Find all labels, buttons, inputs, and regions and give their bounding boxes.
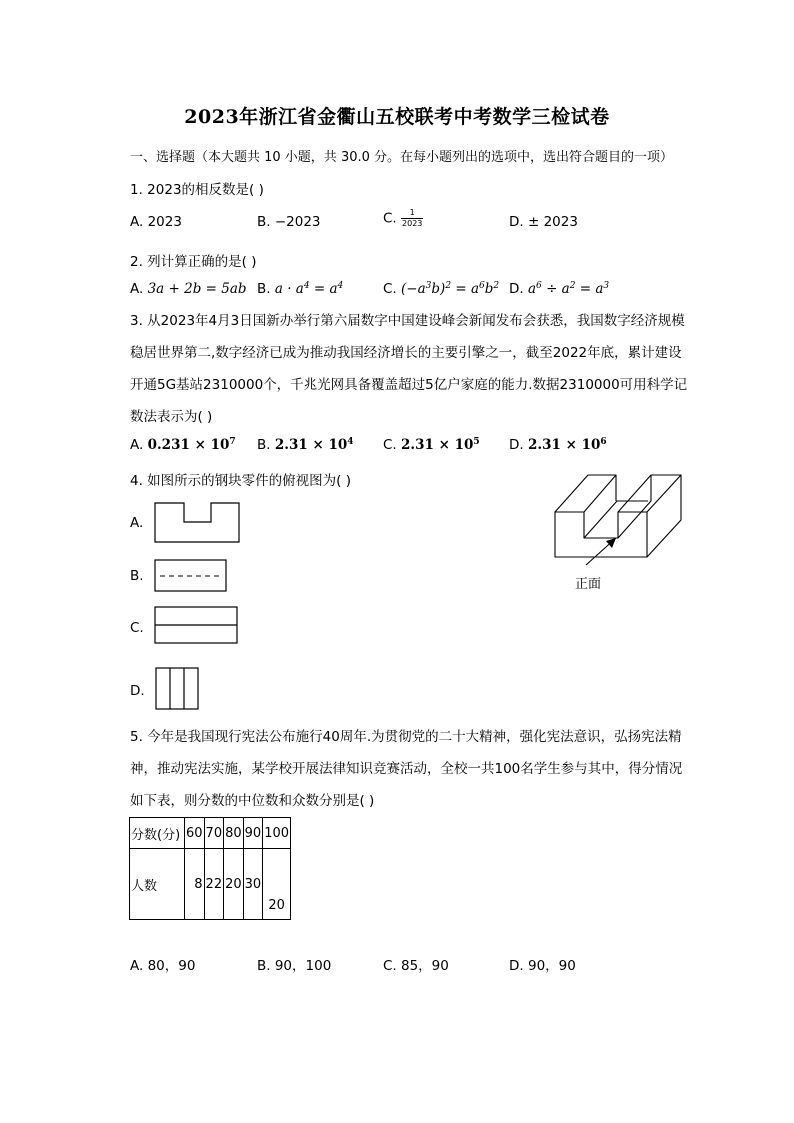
q5-option-a[interactable]: A. 80，90 — [130, 958, 196, 974]
score-table-header-row — [130, 818, 291, 849]
q2-option-d[interactable] — [509, 281, 609, 297]
q2-option-b-label: B. — [257, 281, 271, 297]
data-cell: 30 — [243, 849, 263, 920]
q5-option-b[interactable]: B. 90，100 — [257, 958, 332, 974]
front-label: 正面 — [575, 577, 602, 592]
score-table — [129, 817, 291, 920]
q2-option-a-label: A. — [130, 281, 144, 297]
q3-option-d[interactable] — [509, 437, 607, 453]
q2-option-c[interactable] — [383, 281, 499, 297]
question-2-stem: 2. 列计算正确的是( ) — [130, 254, 257, 270]
q1-fraction-numerator: 1 — [409, 208, 415, 217]
q3-option-a-value: $0.231 \times 10^7$ — [147, 437, 236, 453]
q3-option-c-label: C. — [383, 437, 397, 453]
question-5-stem: 5. 今年是我国现行宪法公布施行40周年.为贯彻党的二十大精神，强化宪法意识，弘扬宪法精神，推动宪法实施，某学校开展法律知识竞赛活动，全校一共100名学生参与其中，得分情况如下表，则分数的中位数和众数分别是( ) — [130, 729, 683, 809]
header-cell: 80 — [224, 818, 244, 849]
header-cell: 分数(分) — [130, 818, 185, 849]
q3-option-d-value: $2.31 \times 10^6$ — [527, 437, 607, 453]
q4-option-d-label[interactable]: D. — [130, 683, 145, 699]
q4-option-a-label[interactable]: A. — [130, 515, 144, 531]
data-cell: 20 — [263, 849, 291, 920]
q2-option-c-expr: $(-a^3b)^2 = a^6b^2$ — [401, 281, 500, 297]
header-cell: 60 — [185, 818, 205, 849]
q2-option-b[interactable] — [257, 281, 343, 297]
q4-option-b-label[interactable]: B. — [130, 568, 144, 584]
header-cell: 90 — [243, 818, 263, 849]
section-heading: 一、选择题（本大题共 10 小题，共 30.0 分。在每小题列出的选项中，选出符合题目的一项） — [130, 150, 674, 165]
q5-option-c[interactable]: C. 85，90 — [383, 958, 449, 974]
data-cell: 8 — [185, 849, 205, 920]
q2-option-c-label: C. — [383, 281, 397, 297]
q1-option-a[interactable]: A. 2023 — [130, 214, 182, 230]
q1-option-b[interactable]: B. −2023 — [257, 214, 321, 230]
score-table-data-row — [130, 849, 291, 920]
q4-option-c-figure[interactable] — [154, 606, 240, 646]
q3-option-c[interactable] — [383, 437, 480, 453]
q4-option-c-label[interactable]: C. — [130, 620, 144, 636]
q2-option-d-label: D. — [509, 281, 524, 297]
question-4-stem: 4. 如图所示的钢块零件的俯视图为( ) — [130, 473, 351, 489]
q3-option-b[interactable] — [257, 437, 354, 453]
q2-option-a-expr: 3a + 2b = 5ab — [147, 281, 247, 297]
header-cell: 70 — [204, 818, 224, 849]
question-3-stem: 3. 从2023年4月3日国新办举行第六届数字中国建设峰会新闻发布会获悉，我国数字经济规模稳居世界第二,数字经济已成为推动我国经济增长的主要引擎之一，截至2022年底，累计建设开通5G基站2310000个，千兆光网具备覆盖超过5亿户家庭的能力.数据2310000可用科学记数法表示为( ) — [130, 313, 688, 425]
q1-option-d[interactable]: D. ± 2023 — [509, 214, 578, 230]
q2-option-d-expr: $a^6 \div a^2 = a^3$ — [527, 281, 610, 297]
data-cell: 人数 — [130, 849, 185, 920]
q3-option-a-label: A. — [130, 437, 144, 453]
q3-option-d-label: D. — [509, 437, 524, 453]
q3-option-c-value: $2.31 \times 10^5$ — [401, 437, 480, 453]
data-cell: 20 — [224, 849, 244, 920]
q4-option-a-figure[interactable] — [154, 502, 242, 544]
q4-option-d-figure[interactable] — [155, 667, 201, 711]
q5-option-d[interactable]: D. 90，90 — [509, 958, 576, 974]
q1-option-c[interactable] — [383, 208, 423, 229]
q3-option-a[interactable] — [130, 437, 236, 453]
q3-option-b-label: B. — [257, 437, 271, 453]
question-1-stem: 1. 2023的相反数是( ) — [130, 182, 264, 198]
q1-fraction-denominator: 2023 — [402, 219, 423, 228]
header-cell: 100 — [263, 818, 291, 849]
data-cell: 22 — [204, 849, 224, 920]
q4-option-b-figure[interactable] — [154, 559, 228, 593]
q1-fraction — [401, 208, 423, 229]
q2-option-a[interactable] — [130, 281, 247, 297]
q3-option-b-value: $2.31 \times 10^4$ — [274, 437, 354, 453]
q2-option-b-expr: $a \cdot a^4 = a^4$ — [274, 281, 344, 297]
q1-option-c-label: C. — [383, 210, 397, 227]
steel-part-figure — [548, 470, 698, 595]
page-title: 2023年浙江省金衢山五校联考中考数学三检试卷 — [184, 106, 610, 128]
